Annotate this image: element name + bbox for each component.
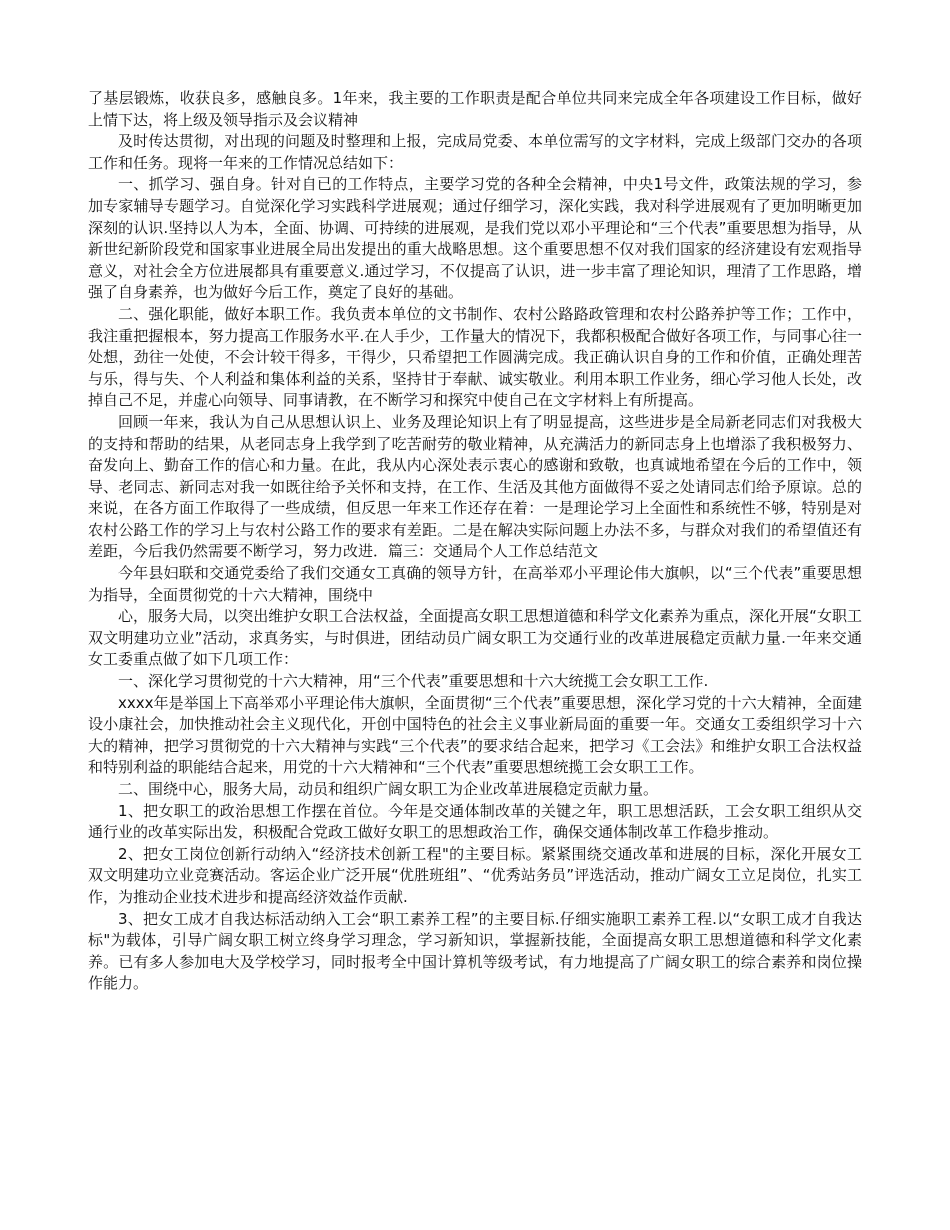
paragraph-4: 二、强化职能，做好本职工作。我负责本单位的文书制作、农村公路路政管理和农村公路养护等工作；工作中，我注重把握根本，努力提高工作服务水平.在人手少，工作量大的情况下，我都积极配合做好各项工作，与同事心往一处想，劲往一处使，不会计较干得多，干得少，只希望把工作圆满完成。我正确认识自身的工作和价值，正确处理苦与乐，得与失、个人利益和集体利益的关系，坚持甘于奉献、诚实敬业。利用本职工作业务，细心学习他人长处，改掉自己不足，并虚心向领导、同事请教，在不断学习和探究中使自己在文字材料上有所提高。 [88, 304, 862, 410]
paragraph-6: 今年县妇联和交通党委给了我们交通女工真确的领导方针，在高举邓小平理论伟大旗帜，以“三个代表”重要思想为指导，全面贯彻党的十六大精神，围绕中 [88, 564, 862, 604]
document-body [88, 88, 862, 995]
paragraph-9: xxxx年是举国上下高举邓小平理论伟大旗帜，全面贯彻“三个代表”重要思想，深化学习党的十六大精神，全面建设小康社会，加快推动社会主义现代化，开创中国特色的社会主义事业新局面的重要一年。交通女工委组织学习十六大的精神，把学习贯彻党的十六大精神与实践“三个代表”的要求结合起来，把学习《工会法》和维护女职工合法权益和特别利益的职能结合起来，用党的十六大精神和“三个代表”重要思想统揽工会女职工工作。 [88, 693, 862, 777]
paragraph-12: 2、把女工岗位创新行动纳入“经济技术创新工程"的主要目标。紧紧围绕交通改革和进展的目标，深化开展女工双文明建功立业竞赛活动。客运企业广泛开展“优胜班组”、“优秀站务员”评选活动，推动广阔女工立足岗位，扎实工作，为推动企业技术进步和提高经济效益作贡献. [88, 844, 862, 906]
paragraph-2: 及时传达贯彻，对出现的问题及时整理和上报，完成局党委、本单位需写的文字材料，完成上级部门交办的各项工作和任务。现将一年来的工作情况总结如下： [88, 132, 862, 172]
paragraph-10: 二、围绕中心，服务大局，动员和组织广阔女职工为企业改革进展稳定贡献力量。 [118, 780, 659, 798]
paragraph-8: 一、深化学习贯彻党的十六大精神，用“三个代表”重要思想和十六大统揽工会女职工工作. [118, 672, 709, 691]
paragraph-7: 心，服务大局，以突出维护女职工合法权益，全面提高女职工思想道德和科学文化素养为重点，深化开展“女职工双文明建功立业”活动，求真务实，与时俱进，团结动员广阔女职工为交通行业的改革进展稳定贡献力量.一年来交通女工委重点做了如下几项工作： [88, 607, 862, 669]
paragraph-3: 一、抓学习、强自身。针对自已的工作特点，主要学习党的各种全会精神，中央1号文件，政策法规的学习，参加专家辅导专题学习。自觉深化学习实践科学进展观；通过仔细学习，深化实践，我对科学进展观有了更加明晰更加深刻的认识.坚持以人为本，全面、协调、可持续的进展观，是我们党以邓小平理论和“三个代表”重要思想为指导，从新世纪新阶段党和国家事业进展全局出发提出的重大战略思想。这个重要思想不仅对我们国家的经济建设有宏观指导意义，对社会全方位进展都具有重要意义.通过学习，不仅提高了认识，进一步丰富了理论知识，理清了工作思路，增强了自身素养，也为做好今后工作，奠定了良好的基础。 [88, 175, 862, 302]
paragraph-1: 了基层锻炼，收获良多，感触良多。1年来，我主要的工作职责是配合单位共同来完成全年各项建设工作目标，做好上情下达，将上级及领导指示及会议精神 [88, 89, 862, 129]
paragraph-11: 1、把女职工的政治思想工作摆在首位。今年是交通体制改革的关键之年，职工思想活跃，工会女职工组织从交通行业的改革实际出发，积极配合党政工做好女职工的思想政治工作，确保交通体制改革工作稳步推动。 [88, 801, 862, 842]
paragraph-13: 3、把女工成才自我达标活动纳入工会“职工素养工程”的主要目标.仔细实施职工素养工程.以“女职工成才自我达标"为载体，引导广阔女职工树立终身学习理念，学习新知识，掌握新技能，全面提高女职工思想道德和科学文化素养。已有多人参加电大及学校学习，同时报考全中国计算机等级考试，有力地提高了广阔女职工的综合素养和岗位操作能力。 [88, 909, 862, 993]
paragraph-5: 回顾一年来，我认为自己从思想认识上、业务及理论知识上有了明显提高，这些进步是全局新老同志们对我极大的支持和帮助的结果，从老同志身上我学到了吃苦耐劳的敬业精神，从充满活力的新同志身上也增添了我积极努力、奋发向上、勤奋工作的信心和力量。在此，我从内心深处表示衷心的感谢和致敬，也真诚地希望在今后的工作中，领导、老同志、新同志对我一如既往给予关怀和支持，在工作、生活及其他方面做得不妥之处请同志们给予原谅。总的来说，在各方面工作取得了一些成绩，但反思一年来工作还存在着：一是理论学习上全面性和系统性不够，特别是对农村公路工作的学习上与农村公路工作的要求有差距。二是在解决实际问题上办法不多，与群众对我们的希望值还有差距，今后我仍然需要不断学习，努力改进．篇三：交通局个人工作总结范文 [88, 412, 862, 561]
